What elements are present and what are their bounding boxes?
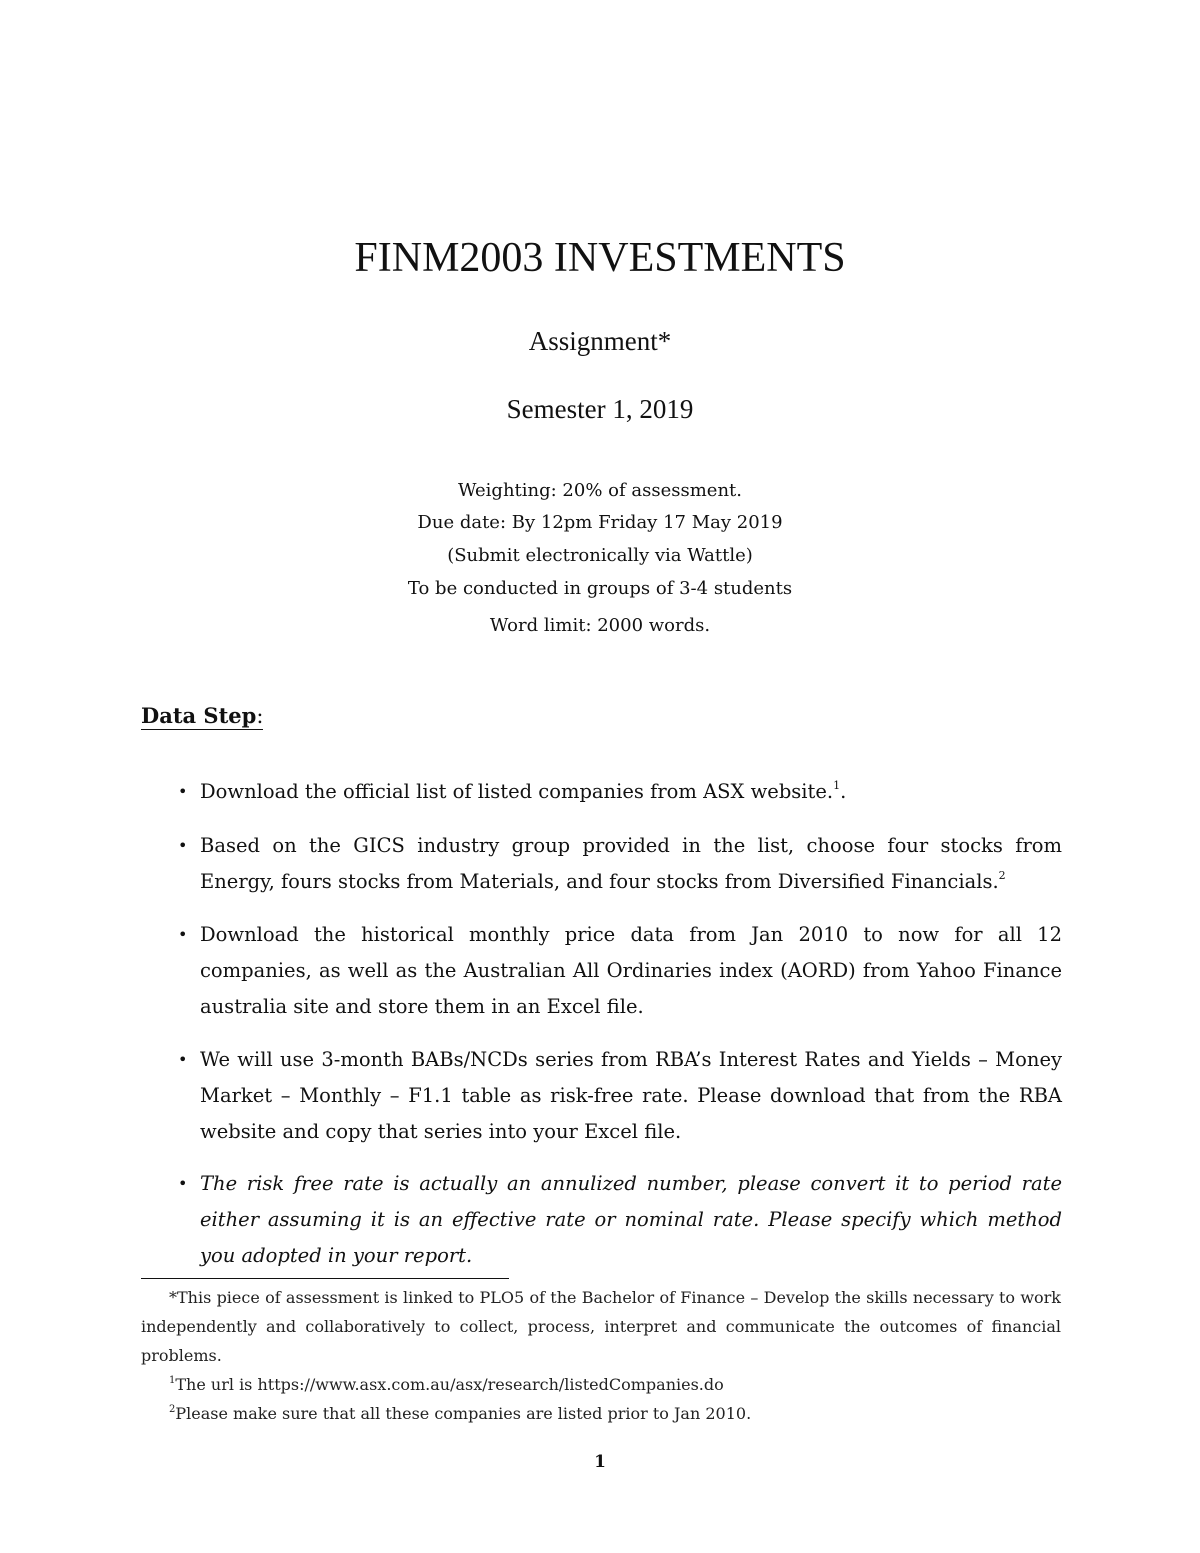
bullet-icon: • — [178, 1174, 188, 1193]
page-number: 1 — [594, 1452, 606, 1472]
footnote-ref: 1 — [833, 779, 841, 792]
bullet-icon: • — [178, 1050, 188, 1069]
list-item-text: The risk free rate is actually an annulized number, please convert it to period rate either assuming it is an effective rate or nominal rate. Please specify which method you adopted in your report. — [200, 1172, 1062, 1267]
footnote-mark: * — [169, 1288, 177, 1307]
list-item — [178, 828, 1062, 900]
bullet-icon: • — [178, 925, 188, 944]
footnote-divider — [141, 1278, 509, 1279]
list-item-text: We will use 3-month BABs/NCDs series from RBA’s Interest Rates and Yields – Money Market – Monthly – F1.1 table as risk-free rate. Please download that from the RBA website and copy that series into your Excel file. — [200, 1048, 1062, 1143]
bullet-icon: • — [178, 836, 188, 855]
list-item — [178, 1166, 1062, 1274]
section-heading-colon: : — [256, 704, 264, 728]
footnote-mark: 1 — [169, 1375, 176, 1386]
bullet-icon: • — [178, 782, 188, 801]
info-weighting: Weighting: 20% of assessment. — [457, 480, 742, 501]
footnote — [141, 1399, 1061, 1428]
list-item-trailing: . — [840, 780, 847, 803]
footnotes — [141, 1283, 1061, 1428]
document-subtitle: Assignment* — [528, 326, 672, 356]
info-groups: To be conducted in groups of 3-4 students — [407, 578, 793, 599]
info-due-date: Due date: By 12pm Friday 17 May 2019 — [417, 512, 783, 533]
footnote-text: This piece of assessment is linked to PLO5 of the Bachelor of Finance – Develop the skills necessary to work independently and collaboratively to collect, process, interpret and communicate the outcomes of financial problems. — [141, 1288, 1061, 1365]
info-word-limit: Word limit: 2000 words. — [489, 615, 711, 636]
footnote-text: The url is https://www.asx.com.au/asx/research/listedCompanies.do — [175, 1375, 724, 1394]
semester-label: Semester 1, 2019 — [506, 394, 694, 424]
list-item — [178, 774, 1062, 810]
footnote-mark: 2 — [169, 1404, 176, 1415]
list-item-text: Download the official list of listed companies from ASX website. — [200, 780, 834, 803]
footnote — [141, 1283, 1061, 1370]
list-item-text: Based on the GICS industry group provided in the list, choose four stocks from Energy, fours stocks from Materials, and four stocks from Diversified Financials. — [200, 834, 1062, 893]
document-title: FINM2003 INVESTMENTS — [354, 235, 846, 281]
list-item — [178, 917, 1062, 1025]
list-item — [178, 1042, 1062, 1150]
footnote — [141, 1370, 1061, 1399]
info-submission: (Submit electronically via Wattle) — [447, 545, 753, 566]
list-item-text: Download the historical monthly price data from Jan 2010 to now for all 12 companies, as well as the Australian All Ordinaries index (AORD) from Yahoo Finance australia site and store them in an Excel file. — [200, 923, 1062, 1018]
footnote-text: Please make sure that all these companies are listed prior to Jan 2010. — [175, 1404, 752, 1423]
section-heading-text: Data Step — [141, 703, 257, 728]
section-heading-data-step — [141, 703, 263, 730]
footnote-ref: 2 — [998, 869, 1006, 882]
